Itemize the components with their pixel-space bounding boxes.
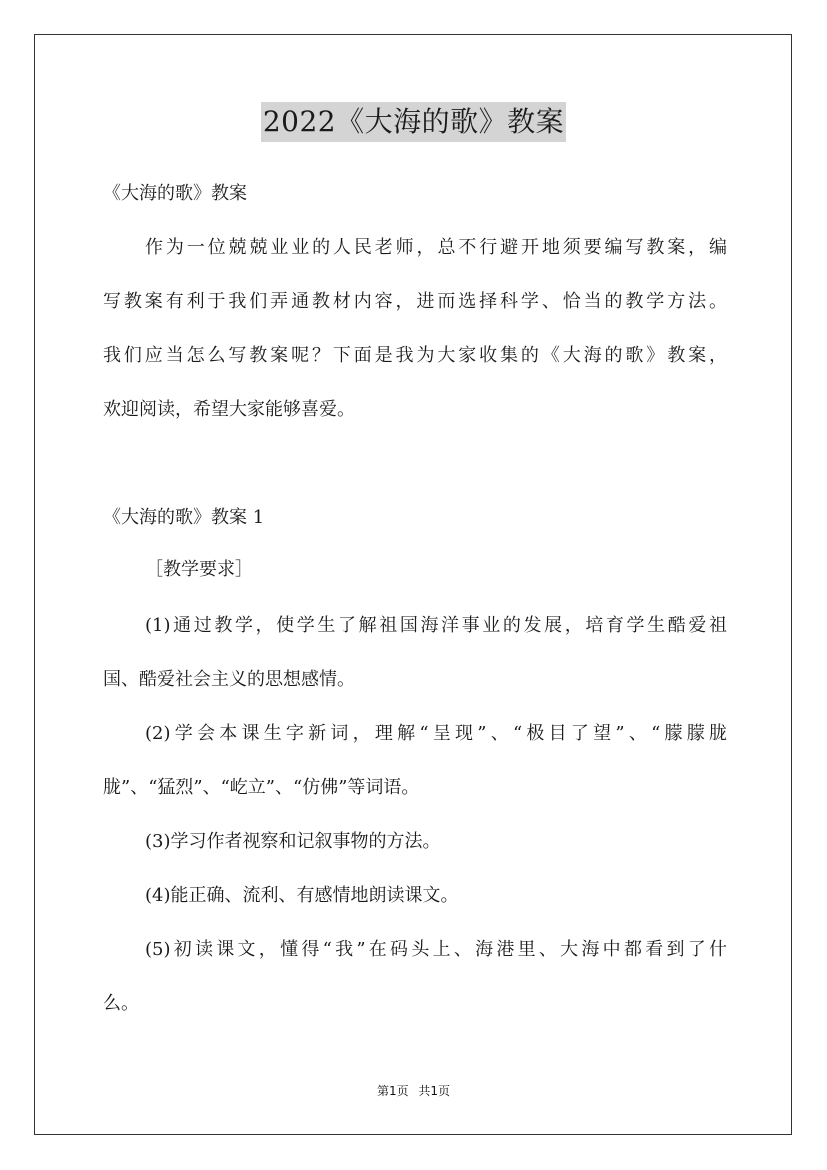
requirement-line: (2)学会本课生字新词，理解“呈现”、“极目了望”、“朦朦胧 [145, 723, 727, 744]
subtitle: 《大海的歌》教案 [103, 183, 247, 204]
requirements-heading: ［教学要求］ [145, 559, 253, 580]
document-title: 2022《大海的歌》教案 [261, 102, 566, 142]
requirement-line: 胧”、“猛烈”、“屹立”、“仿佛”等词语。 [103, 777, 420, 798]
requirement-line: 么。 [103, 993, 139, 1014]
intro-line: 作为一位兢兢业业的人民老师，总不行避开地须要编写教案，编 [145, 237, 727, 258]
intro-line: 欢迎阅读，希望大家能够喜爱。 [103, 399, 355, 420]
document-body [103, 174, 727, 1038]
requirement-line: (1)通过教学，使学生了解祖国海洋事业的发展，培育学生酷爱祖 [145, 615, 727, 636]
requirement-line: (5)初读课文，懂得“我”在码头上、海港里、大海中都看到了什 [145, 939, 727, 960]
title-container [0, 102, 827, 142]
intro-line: 我们应当怎么写教案呢？下面是我为大家收集的《大海的歌》教案， [103, 345, 727, 366]
intro-line: 写教案有利于我们弄通教材内容，进而选择科学、恰当的教学方法。 [103, 291, 727, 312]
page-total: 共1页 [418, 1084, 451, 1098]
page-footer [0, 1082, 827, 1099]
page-number: 第1页 [376, 1084, 409, 1098]
requirement-line: 国、酷爱社会主义的思想感情。 [103, 669, 355, 690]
section-heading: 《大海的歌》教案 1 [103, 507, 265, 528]
spacer [103, 444, 727, 498]
requirement-line: (3)学习作者视察和记叙事物的方法。 [145, 831, 441, 852]
requirement-line: (4)能正确、流利、有感情地朗读课文。 [145, 885, 459, 906]
